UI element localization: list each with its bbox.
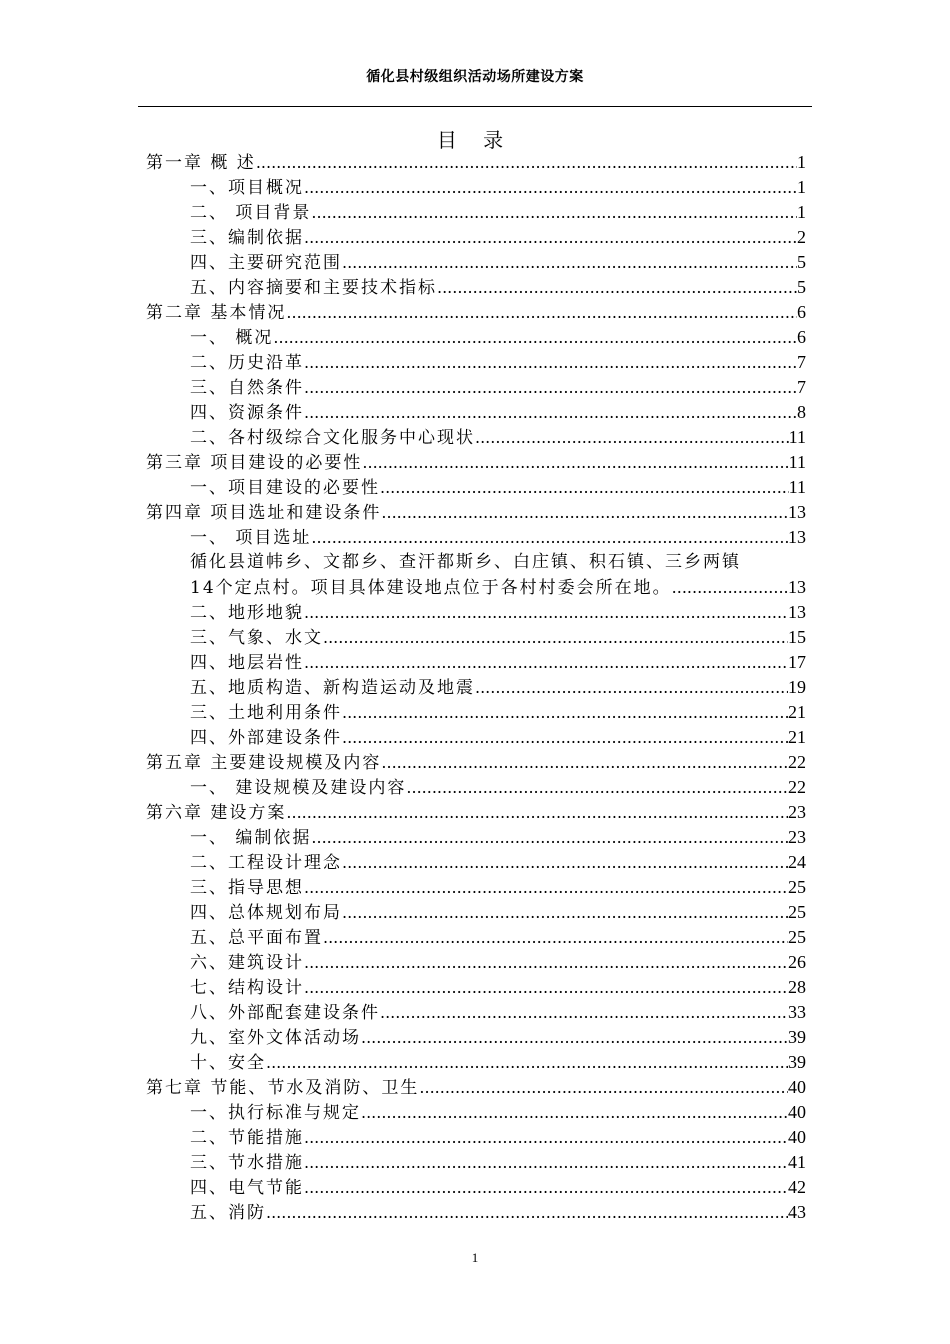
page-number: 1	[471, 1250, 479, 1265]
toc-page-number: 5	[797, 277, 806, 297]
toc-page-number: 7	[797, 377, 806, 397]
toc-entry-text: 四、总体规划布局	[190, 903, 342, 923]
toc-dot-leader	[419, 1075, 788, 1100]
toc-section-entry[interactable]	[146, 575, 806, 600]
toc-page-number: 1	[797, 202, 806, 222]
toc-dot-leader	[304, 875, 788, 900]
toc-section-entry[interactable]	[146, 625, 806, 650]
toc-dot-leader	[304, 400, 797, 425]
toc-dot-leader	[304, 1150, 788, 1175]
toc-section-entry[interactable]	[146, 1025, 806, 1050]
toc-entry-text: 第二章 基本情况	[146, 303, 287, 323]
toc-page-number: 28	[788, 977, 806, 997]
toc-page-number: 21	[788, 702, 806, 722]
toc-entry-text: 三、土地利用条件	[190, 703, 342, 723]
toc-dot-leader	[342, 250, 797, 275]
toc-section-entry[interactable]	[146, 175, 806, 200]
toc-entry-text: 四、资源条件	[190, 403, 304, 423]
toc-page-number: 39	[788, 1052, 806, 1072]
toc-section-entry[interactable]	[146, 725, 806, 750]
toc-entry-text: 四、地层岩性	[190, 653, 304, 673]
toc-section-entry[interactable]	[146, 250, 806, 275]
toc-section-entry[interactable]	[146, 900, 806, 925]
toc-entry-text: 九、室外文体活动场	[190, 1028, 361, 1048]
toc-page-number: 25	[788, 927, 806, 947]
toc-chapter-entry[interactable]	[146, 750, 806, 775]
toc-entry-text: 二、工程设计理念	[190, 853, 342, 873]
toc-chapter-entry[interactable]	[146, 150, 806, 175]
toc-entry-text: 三、节水措施	[190, 1153, 304, 1173]
toc-entry-text: 二、历史沿革	[190, 353, 304, 373]
toc-entry-text: 五、总平面布置	[190, 928, 323, 948]
toc-dot-leader	[380, 1000, 788, 1025]
toc-section-entry[interactable]	[146, 700, 806, 725]
toc-page-number: 23	[788, 827, 806, 847]
toc-entry-text: 一、项目建设的必要性	[190, 478, 380, 498]
toc-dot-leader	[286, 800, 788, 825]
toc-dot-leader	[342, 725, 788, 750]
toc-entry-text: 五、消防	[190, 1203, 266, 1223]
toc-dot-leader	[406, 775, 788, 800]
toc-page-number: 22	[788, 777, 806, 797]
toc-entry-text: 八、外部配套建设条件	[190, 1003, 380, 1023]
toc-section-entry[interactable]	[146, 550, 806, 575]
toc-page-number: 11	[788, 452, 806, 472]
toc-entry-text: 二、各村级综合文化服务中心现状	[190, 428, 475, 448]
toc-page-number: 40	[788, 1127, 806, 1147]
toc-page-number: 11	[788, 477, 806, 497]
toc-page-number: 11	[788, 427, 806, 447]
toc-page-number: 13	[788, 527, 806, 547]
toc-dot-leader	[304, 375, 797, 400]
toc-dot-leader	[323, 925, 788, 950]
toc-section-entry[interactable]	[146, 650, 806, 675]
toc-section-entry[interactable]	[146, 425, 806, 450]
toc-section-entry[interactable]	[146, 925, 806, 950]
toc-page-number: 2	[797, 227, 806, 247]
toc-page-number: 40	[788, 1077, 806, 1097]
toc-page-number: 25	[788, 877, 806, 897]
toc-entry-text: 七、结构设计	[190, 978, 304, 998]
toc-dot-leader	[304, 975, 788, 1000]
toc-page-number: 26	[788, 952, 806, 972]
toc-entry-text: 第四章 项目选址和建设条件	[146, 503, 382, 523]
toc-title: 目 录	[436, 128, 514, 152]
toc-page-number: 23	[788, 802, 806, 822]
toc-dot-leader	[304, 350, 797, 375]
toc-section-entry[interactable]	[146, 1125, 806, 1150]
toc-dot-leader	[342, 900, 788, 925]
toc-entry-text: 一、项目概况	[190, 178, 304, 198]
toc-entry-text: 第五章 主要建设规模及内容	[146, 753, 382, 773]
toc-dot-leader	[304, 225, 797, 250]
toc-section-entry[interactable]	[146, 600, 806, 625]
toc-entry-text: 一、 概况	[190, 328, 274, 348]
toc-entry-text: 第七章 节能、节水及消防、卫生	[146, 1078, 420, 1098]
toc-dot-leader	[323, 625, 788, 650]
toc-page-number: 39	[788, 1027, 806, 1047]
toc-dot-leader	[380, 475, 789, 500]
toc-dot-leader	[311, 825, 788, 850]
toc-section-entry[interactable]	[146, 1100, 806, 1125]
toc-entry-text: 一、 编制依据	[190, 828, 312, 848]
toc-page-number: 41	[788, 1152, 806, 1172]
toc-page-number: 8	[797, 402, 806, 422]
toc-entry-text: 一、执行标准与规定	[190, 1103, 361, 1123]
toc-entry-text: 十、安全	[190, 1053, 266, 1073]
document-header-title: 循化县村级组织活动场所建设方案	[366, 69, 584, 85]
toc-entry-text: 四、外部建设条件	[190, 728, 342, 748]
toc-section-entry[interactable]	[146, 675, 806, 700]
toc-entry-text: 第六章 建设方案	[146, 803, 287, 823]
toc-page-number: 42	[788, 1177, 806, 1197]
toc-page-number: 21	[788, 727, 806, 747]
toc-entry-text: 四、主要研究范围	[190, 253, 342, 273]
toc-page-number: 25	[788, 902, 806, 922]
toc-page-number: 43	[788, 1202, 806, 1222]
toc-section-entry[interactable]	[146, 1200, 806, 1225]
toc-entry-text: 循化县道帏乡、文都乡、查汗都斯乡、白庄镇、积石镇、三乡两镇	[190, 552, 741, 572]
toc-entry-text: 五、地质构造、新构造运动及地震	[190, 678, 475, 698]
toc-dot-leader	[381, 500, 788, 525]
toc-dot-leader	[304, 600, 788, 625]
toc-entry-text: 第三章 项目建设的必要性	[146, 453, 363, 473]
toc-page-number: 5	[797, 252, 806, 272]
toc-section-entry[interactable]	[146, 850, 806, 875]
toc-entry-text: 一、 项目选址	[190, 528, 312, 548]
toc-section-entry[interactable]	[146, 350, 806, 375]
toc-section-entry[interactable]	[146, 1150, 806, 1175]
toc-page-number: 24	[788, 852, 806, 872]
toc-dot-leader	[475, 675, 788, 700]
toc-dot-leader	[362, 450, 788, 475]
toc-section-entry[interactable]	[146, 525, 806, 550]
toc-entry-text: 六、建筑设计	[190, 953, 304, 973]
toc-dot-leader	[304, 1175, 788, 1200]
toc-section-entry[interactable]	[146, 1175, 806, 1200]
toc-page-number: 6	[797, 327, 806, 347]
toc-page-number: 22	[788, 752, 806, 772]
toc-entry-text: 三、编制依据	[190, 228, 304, 248]
toc-entry-text: 一、 建设规模及建设内容	[190, 778, 407, 798]
toc-dot-leader	[361, 1025, 788, 1050]
toc-dot-leader	[475, 425, 789, 450]
toc-dot-leader	[672, 575, 788, 600]
toc-dot-leader	[266, 1200, 788, 1225]
toc-page-number: 15	[788, 627, 806, 647]
toc-page-number: 13	[788, 502, 806, 522]
toc-entry-text: 14个定点村。项目具体建设地点位于各村村委会所在地。	[190, 578, 672, 598]
toc-section-entry[interactable]	[146, 975, 806, 1000]
toc-section-entry[interactable]	[146, 1050, 806, 1075]
toc-page-number: 13	[788, 577, 806, 597]
toc-page-number: 17	[788, 652, 806, 672]
toc-section-entry[interactable]	[146, 375, 806, 400]
toc-dot-leader	[273, 325, 797, 350]
toc-chapter-entry[interactable]	[146, 300, 806, 325]
toc-chapter-entry[interactable]	[146, 450, 806, 475]
toc-chapter-entry[interactable]	[146, 1075, 806, 1100]
toc-dot-leader	[266, 1050, 788, 1075]
toc-section-entry[interactable]	[146, 875, 806, 900]
toc-section-entry[interactable]	[146, 225, 806, 250]
toc-dot-leader	[311, 525, 788, 550]
toc-entry-text: 二、地形地貌	[190, 603, 304, 623]
toc-dot-leader	[304, 1125, 788, 1150]
toc-section-entry[interactable]	[146, 400, 806, 425]
toc-section-entry[interactable]	[146, 200, 806, 225]
toc-entry-text: 四、电气节能	[190, 1178, 304, 1198]
toc-dot-leader	[286, 300, 797, 325]
toc-section-entry[interactable]	[146, 950, 806, 975]
toc-chapter-entry[interactable]	[146, 500, 806, 525]
toc-section-entry[interactable]	[146, 825, 806, 850]
toc-dot-leader	[311, 200, 797, 225]
toc-entry-text: 三、气象、水文	[190, 628, 323, 648]
toc-section-entry[interactable]	[146, 275, 806, 300]
toc-page-number: 13	[788, 602, 806, 622]
toc-entry-text: 二、节能措施	[190, 1128, 304, 1148]
toc-entry-text: 五、内容摘要和主要技术指标	[190, 278, 437, 298]
toc-section-entry[interactable]	[146, 475, 806, 500]
toc-dot-leader	[437, 275, 797, 300]
toc-entry-text: 二、 项目背景	[190, 203, 312, 223]
toc-dot-leader	[304, 175, 797, 200]
toc-chapter-entry[interactable]	[146, 800, 806, 825]
toc-dot-leader	[342, 850, 788, 875]
toc-entry-text: 第一章 概 述	[146, 153, 256, 173]
toc-dot-leader	[342, 700, 788, 725]
toc-dot-leader	[381, 750, 788, 775]
toc-section-entry[interactable]	[146, 775, 806, 800]
toc-page-number: 1	[797, 177, 806, 197]
toc-section-entry[interactable]	[146, 325, 806, 350]
toc-page-number: 40	[788, 1102, 806, 1122]
toc-dot-leader	[304, 950, 788, 975]
toc-page-number: 6	[797, 302, 806, 322]
toc-dot-leader	[361, 1100, 788, 1125]
table-of-contents	[146, 150, 806, 1225]
toc-dot-leader	[256, 150, 797, 175]
toc-entry-text: 三、自然条件	[190, 378, 304, 398]
toc-page-number: 1	[797, 152, 806, 172]
toc-page-number: 19	[788, 677, 806, 697]
toc-section-entry[interactable]	[146, 1000, 806, 1025]
toc-entry-text: 三、指导思想	[190, 878, 304, 898]
toc-page-number: 7	[797, 352, 806, 372]
toc-page-number: 33	[788, 1002, 806, 1022]
header-rule	[138, 106, 812, 107]
toc-dot-leader	[304, 650, 788, 675]
